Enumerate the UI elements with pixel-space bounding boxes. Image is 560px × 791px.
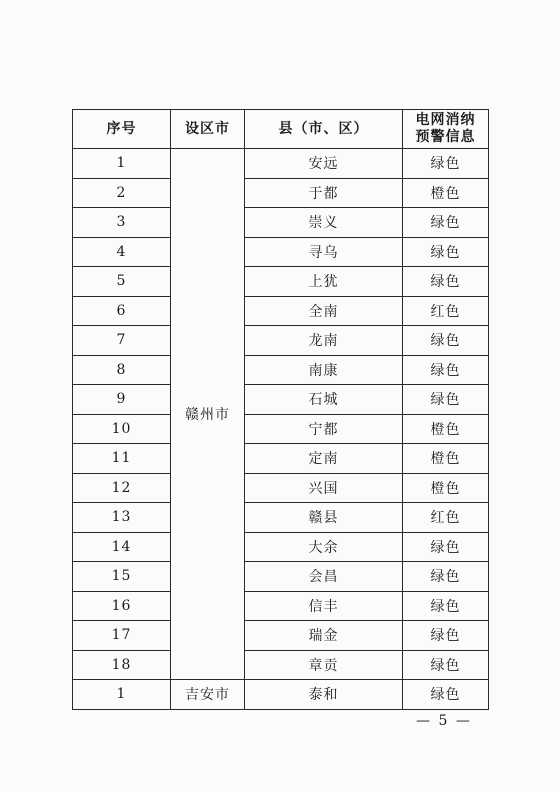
cell-signal: 绿色 xyxy=(403,237,489,267)
grid-warning-table xyxy=(72,109,489,710)
cell-county: 宁都 xyxy=(245,414,403,444)
header-signal-line1: 电网消纳 xyxy=(415,112,476,128)
cell-county: 大余 xyxy=(245,532,403,562)
cell-signal: 绿色 xyxy=(403,355,489,385)
cell-seq: 14 xyxy=(73,532,171,562)
cell-seq: 9 xyxy=(73,385,171,415)
cell-seq: 1 xyxy=(73,149,171,179)
cell-county: 上犹 xyxy=(245,267,403,297)
cell-county: 泰和 xyxy=(245,680,403,710)
table-row xyxy=(73,237,489,267)
cell-signal: 红色 xyxy=(403,503,489,533)
cell-signal: 绿色 xyxy=(403,326,489,356)
table-row xyxy=(73,680,489,710)
cell-city: 赣州市 xyxy=(171,149,245,680)
cell-county: 南康 xyxy=(245,355,403,385)
cell-seq: 4 xyxy=(73,237,171,267)
cell-county: 信丰 xyxy=(245,591,403,621)
table-row xyxy=(73,355,489,385)
cell-signal: 绿色 xyxy=(403,208,489,238)
cell-signal: 绿色 xyxy=(403,680,489,710)
cell-signal: 绿色 xyxy=(403,149,489,179)
cell-county: 兴国 xyxy=(245,473,403,503)
table-body xyxy=(73,149,489,710)
table-row xyxy=(73,621,489,651)
table-row xyxy=(73,532,489,562)
cell-signal: 橙色 xyxy=(403,444,489,474)
cell-signal: 绿色 xyxy=(403,621,489,651)
cell-signal: 橙色 xyxy=(403,178,489,208)
cell-county: 定南 xyxy=(245,444,403,474)
cell-seq: 3 xyxy=(73,208,171,238)
cell-signal: 绿色 xyxy=(403,267,489,297)
cell-signal: 红色 xyxy=(403,296,489,326)
table-row xyxy=(73,650,489,680)
cell-county: 会昌 xyxy=(245,562,403,592)
cell-county: 崇义 xyxy=(245,208,403,238)
cell-city: 吉安市 xyxy=(171,680,245,710)
table-row xyxy=(73,326,489,356)
header-signal xyxy=(403,110,489,149)
header-city: 设区市 xyxy=(171,110,245,149)
cell-seq: 6 xyxy=(73,296,171,326)
header-signal-line2: 预警信息 xyxy=(415,129,476,145)
table-row xyxy=(73,385,489,415)
cell-county: 安远 xyxy=(245,149,403,179)
table-row xyxy=(73,149,489,179)
cell-signal: 绿色 xyxy=(403,591,489,621)
cell-signal: 绿色 xyxy=(403,532,489,562)
table-header-row xyxy=(73,110,489,149)
cell-seq: 10 xyxy=(73,414,171,444)
cell-seq: 8 xyxy=(73,355,171,385)
cell-seq: 7 xyxy=(73,326,171,356)
table-row xyxy=(73,296,489,326)
page-number: — 5 — xyxy=(416,713,472,729)
cell-signal: 橙色 xyxy=(403,414,489,444)
cell-signal: 绿色 xyxy=(403,650,489,680)
table-row xyxy=(73,178,489,208)
table-row xyxy=(73,444,489,474)
table-row xyxy=(73,562,489,592)
cell-county: 章贡 xyxy=(245,650,403,680)
cell-county: 石城 xyxy=(245,385,403,415)
cell-seq: 11 xyxy=(73,444,171,474)
table-row xyxy=(73,591,489,621)
cell-signal: 绿色 xyxy=(403,562,489,592)
cell-seq: 2 xyxy=(73,178,171,208)
cell-seq: 16 xyxy=(73,591,171,621)
cell-signal: 橙色 xyxy=(403,473,489,503)
table-row xyxy=(73,503,489,533)
cell-seq: 15 xyxy=(73,562,171,592)
header-county: 县（市、区） xyxy=(245,110,403,149)
table-row xyxy=(73,473,489,503)
table-row xyxy=(73,414,489,444)
cell-seq: 18 xyxy=(73,650,171,680)
cell-county: 瑞金 xyxy=(245,621,403,651)
header-seq: 序号 xyxy=(73,110,171,149)
cell-county: 寻乌 xyxy=(245,237,403,267)
cell-seq: 17 xyxy=(73,621,171,651)
cell-seq: 12 xyxy=(73,473,171,503)
cell-county: 全南 xyxy=(245,296,403,326)
table-row xyxy=(73,208,489,238)
cell-county: 于都 xyxy=(245,178,403,208)
table-row xyxy=(73,267,489,297)
cell-signal: 绿色 xyxy=(403,385,489,415)
cell-seq: 5 xyxy=(73,267,171,297)
cell-county: 赣县 xyxy=(245,503,403,533)
cell-seq: 13 xyxy=(73,503,171,533)
cell-county: 龙南 xyxy=(245,326,403,356)
cell-seq: 1 xyxy=(73,680,171,710)
